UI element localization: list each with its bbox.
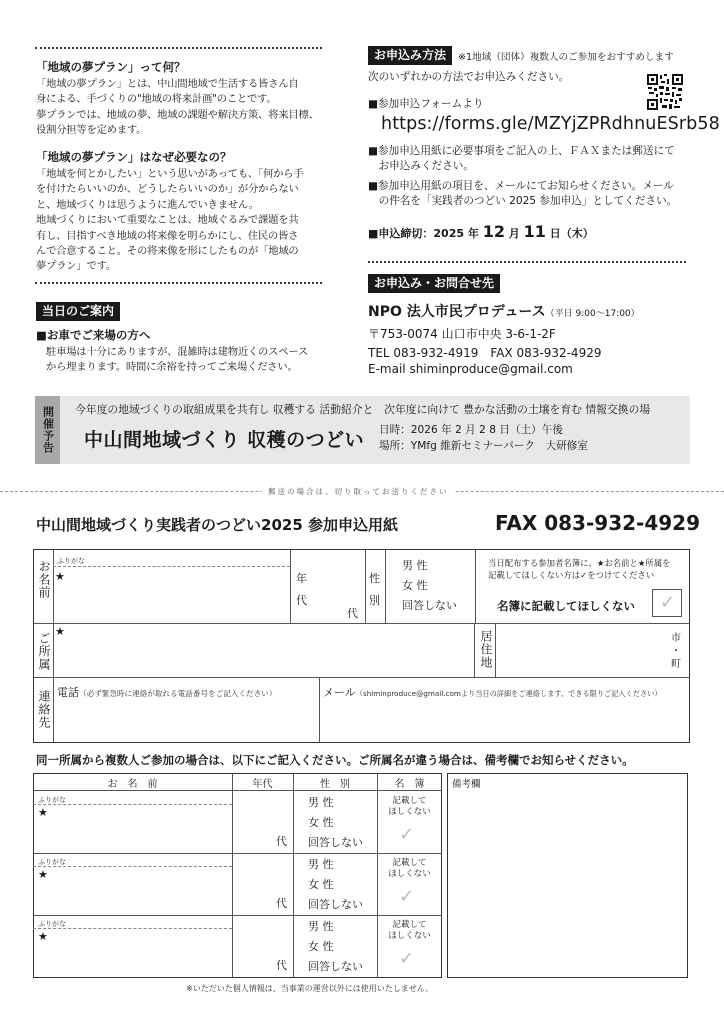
col-name: お 名 前 [107,779,158,790]
q1-body: 「地域の夢プラン」とは、中山間地域で生活する皆さん自 身による、手づくりの"地域の将来計画"のことです。 夢プランでは、地域の夢、地域の課題や解決方策、将来目標、 役割分担等を定めます。 [36,78,319,137]
gender-options[interactable]: 男 性 女 性 回答しない [402,559,457,612]
name-label: お名前 [37,560,51,599]
contact-tag: お申込み・お問合せ先 [368,274,500,293]
gender-options[interactable]: 男 性 女 性 回答しない [308,858,363,911]
roster-cell: 記載して ほしくない [388,920,431,941]
access-sub: ■お車でご来場の方へ [36,328,151,342]
name-input[interactable] [36,807,230,851]
star-mark: ★ [55,570,65,583]
mail-input[interactable] [322,697,687,741]
col-roster: 名 簿 [394,779,425,790]
q2-body: 「地域を何とかしたい」という思いがあっても、「何から手 を付けたらいいのか、どうしたらいいのか」が分からない と、地域づくりは思うように進んでいきません。 地域づくりにおいて重要なことは、地域ぐるみで課題を共 有し、目指すべき地域の将来像を明らかにし、住民の皆さ んで合意すること。その将来像を形にしたものが「地域の 夢プラン」です。 [36,168,304,273]
notice-title: 中山間地域づくり 収穫のつどい [84,429,365,451]
mail-label: メール（shiminproduce@gmail.comより当日の詳細をご連絡します。できる限りご記入ください） [323,686,662,699]
age-suffix: 代 [276,897,287,910]
divider [35,282,322,284]
age-input[interactable] [310,553,363,619]
affil-label: ご所属 [37,632,51,671]
contact-org: NPO 法人市民プロデュース（平日 9:00～17:00） [368,304,640,320]
age-input[interactable] [234,793,291,851]
roster-check-icon[interactable]: ✓ [399,948,415,969]
affiliation-input[interactable] [56,626,471,674]
phone-input[interactable] [56,697,316,741]
furigana-label: ふりがな [38,920,66,928]
age-suffix: 代 [276,835,287,848]
multi-heading: 同一所属から複数人ご参加の場合は、以下にご記入ください。ご所属名が違う場合は、備考欄でお知らせください。 [36,753,634,767]
cut-text: 郵送の場合は、切り取ってお送りください [262,486,455,497]
contact-phones: TEL 083-932-4919 FAX 083-932-4929 [368,346,602,360]
furigana-label: ふりがな [38,796,66,804]
qr-code-icon[interactable] [646,73,684,111]
roster-note: 当日配布する参加者名簿に、★お名前と★所属を 記載してほしくない方は✓をつけてください [488,558,671,580]
apply-intro: 次のいずれかの方法でお申込みください。 [368,71,570,83]
fax-method: ■参加申込用紙に必要事項をご記入の上、ＦＡＸまたは郵送にて お申込みください。 [368,145,675,172]
age-label: 年 代 [296,572,307,607]
mail-method: ■参加申込用紙の項目を、メールにてお知らせください。メール の件名を「実践者のつどい 2025 参加申込」としてください。 [368,180,678,207]
form-title: 中山間地域づくり実践者のつどい2025 参加申込用紙 [36,516,398,534]
access-body: 駐車場は十分にありますが、混雑時は建物近くのスペース から埋まります。時間に余裕を持ってご来場ください。 [46,346,309,374]
phone-label: 電話（必ず緊急時に連絡が取れる電話番号をご記入ください） [57,686,277,699]
gender-label: 性 別 [369,572,380,607]
gender-options[interactable]: 男 性 女 性 回答しない [308,796,363,849]
residence-units: 市 ・ 町 [671,633,681,670]
furigana-label: ふりがな [57,557,85,565]
name-input[interactable] [36,869,230,913]
notice-place: 場所：YMfg 維新セミナーパーク 大研修室 [379,440,588,452]
name-input[interactable] [36,931,230,975]
divider [35,47,322,49]
roster-label: 名簿に記載してほしくない [497,599,635,613]
furigana-label: ふりがな [38,858,66,866]
star-mark: ★ [38,868,48,881]
residence-label: 居住地 [479,630,493,669]
col-age: 年代 [252,779,273,790]
age-input[interactable] [234,856,291,913]
notice-label: 開催予告 [35,396,60,464]
star-mark: ★ [38,806,48,819]
name-input[interactable] [56,568,288,620]
privacy-note: ※いただいた個人情報は、当事業の運営以外には使用いたしません。 [186,984,434,993]
notice-date: 日時：2026 年 2 月 2 8 日（土）午後 [379,424,563,436]
divider [368,261,686,263]
apply-note: ※1地域（団体）複数人のご参加をおすすめします [458,52,674,63]
q1-title: 「地域の夢プラン」って何？ [36,60,186,74]
form-label: ■参加申込フォームより [368,98,484,110]
star-mark: ★ [38,930,48,943]
remarks-box[interactable] [447,773,688,978]
q2-title: 「地域の夢プラン」はなぜ必要なの？ [36,150,232,164]
age-suffix: 代 [347,607,358,620]
roster-check-icon[interactable]: ✓ [399,824,415,845]
notice-line1: 今年度の地域づくりの取組成果を共有し 収穫する 活動紹介と 次年度に向けて 豊かな活動の土壌を育む 情報交換の場 [75,403,651,416]
residence-input[interactable] [498,626,686,674]
gender-options[interactable]: 男 性 女 性 回答しない [308,920,363,973]
contact-address: 〒753-0074 山口市中央 3-6-1-2F [368,327,556,341]
check-icon: ✓ [660,592,676,613]
access-tag: 当日のご案内 [36,302,120,321]
star-mark: ★ [55,625,65,638]
age-input[interactable] [234,918,291,975]
form-fax: FAX 083-932-4929 [495,511,700,535]
apply-tag: お申込み方法 [368,46,452,65]
contact-label: 連絡先 [37,690,51,729]
deadline: ■申込締切：2025 年 12 月 11 日（木） [368,222,594,241]
col-gender: 性 別 [320,779,350,790]
form-url-link[interactable]: https://forms.gle/MZYjZPRdhnuESrb58 [381,114,720,134]
age-suffix: 代 [276,959,287,972]
remarks-label: 備考欄 [452,779,481,790]
contact-email[interactable]: E-mail shiminproduce@gmail.com [368,362,573,376]
roster-cell: 記載して ほしくない [388,858,431,879]
roster-cell: 記載して ほしくない [388,796,431,817]
roster-check-icon[interactable]: ✓ [399,886,415,907]
